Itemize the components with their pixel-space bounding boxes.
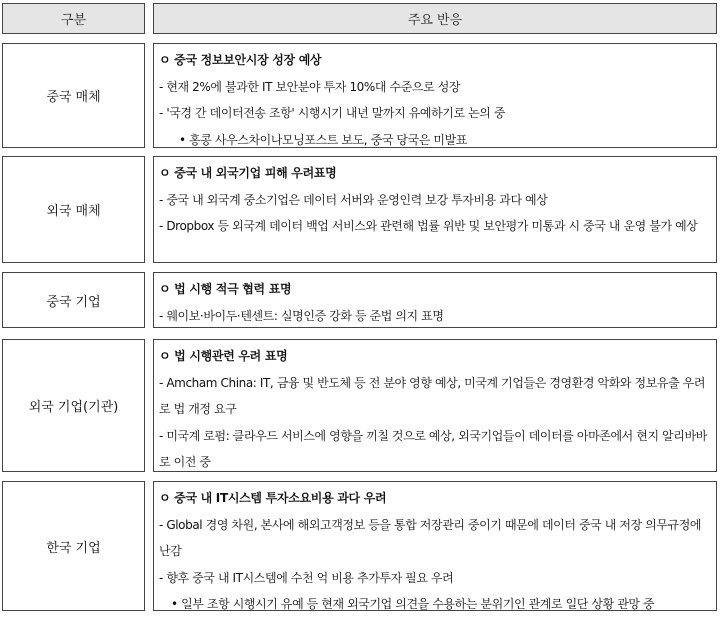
row-line: - 현재 2%에 불과한 IT 보안분야 투자 10%대 수준으로 성장 bbox=[159, 79, 461, 94]
category-label: 외국 매체 bbox=[46, 204, 101, 219]
row-china-media-content bbox=[153, 43, 717, 148]
category-label: 한국 기업 bbox=[46, 540, 101, 556]
row-title: ㅇ 법 시행관련 우려 표명 bbox=[159, 349, 288, 363]
row-foreign-media-category bbox=[2, 156, 145, 263]
row-line: - 향후 중국 내 IT시스템에 수천 억 비용 추가투자 필요 우려 bbox=[159, 570, 454, 585]
category-label: 중국 기업 bbox=[46, 294, 101, 310]
row-line: - Dropbox 등 외국계 데이터 백업 서비스와 관련해 법률 위반 및 보안평가 미통과 시 중국 내 운영 불가 예상 bbox=[159, 219, 698, 233]
row-title: ㅇ 중국 내 IT시스템 투자소요비용 과다 우려 bbox=[159, 491, 387, 505]
row-line: - 웨이보·바이두·텐센트: 실명인증 강화 등 준법 의지 표명 bbox=[159, 308, 444, 323]
header-category-cell bbox=[2, 3, 145, 34]
row-title: ㅇ 법 시행 적극 협력 표명 bbox=[159, 282, 292, 296]
row-line: - Amcham China: IT, 금융 및 반도체 등 전 분야 영향 예상, 미국계 기업들은 경영환경 악화와 정보유출 우려로 법 개정 요구 bbox=[159, 375, 706, 416]
row-korea-company-content bbox=[153, 481, 717, 611]
row-line: - '국경 간 데이터전송 조항' 시행시기 내년 말까지 유예하기로 논의 중 bbox=[159, 106, 506, 120]
row-foreign-company-category bbox=[2, 339, 145, 472]
row-china-company-content bbox=[153, 272, 717, 328]
row-foreign-company-content bbox=[153, 339, 717, 472]
header-response-cell bbox=[153, 3, 717, 34]
row-line: - Global 경영 차원, 본사에 해외고객정보 등을 통합 저장관리 중이기 때문에 데이터 중국 내 저장 의무규정에 난감 bbox=[159, 517, 702, 558]
row-subline: • 홍콩 사우스차이나모닝포스트 보도, 중국 당국은 미발표 bbox=[179, 132, 467, 147]
row-subline: • 일부 조항 시행시기 유예 등 현재 외국기업 의견을 수용하는 분위기인 관계로 일단 상황 관망 중 bbox=[171, 597, 655, 611]
header-category-label: 구분 bbox=[60, 13, 87, 28]
row-line: - 중국 내 외국계 중소기업은 데이터 서버와 운영인력 보강 투자비용 과다 예상 bbox=[159, 192, 548, 207]
row-title: ㅇ 중국 정보보안시장 성장 예상 bbox=[159, 53, 322, 67]
category-label: 외국 기업(기관) bbox=[28, 400, 119, 415]
row-title: ㅇ 중국 내 외국기업 피해 우려표명 bbox=[159, 166, 337, 180]
row-china-media-category bbox=[2, 43, 145, 148]
header-response-label: 주요 반응 bbox=[407, 13, 463, 28]
row-foreign-media-content bbox=[153, 156, 717, 263]
row-china-company-category bbox=[2, 272, 145, 328]
row-korea-company-category bbox=[2, 481, 145, 611]
category-label: 중국 매체 bbox=[46, 90, 101, 105]
row-line: - 미국계 로펌: 클라우드 서비스에 영향을 끼칠 것으로 예상, 외국기업들이 데이터를 아마존에서 현지 알리바바로 이전 중 bbox=[159, 428, 707, 469]
